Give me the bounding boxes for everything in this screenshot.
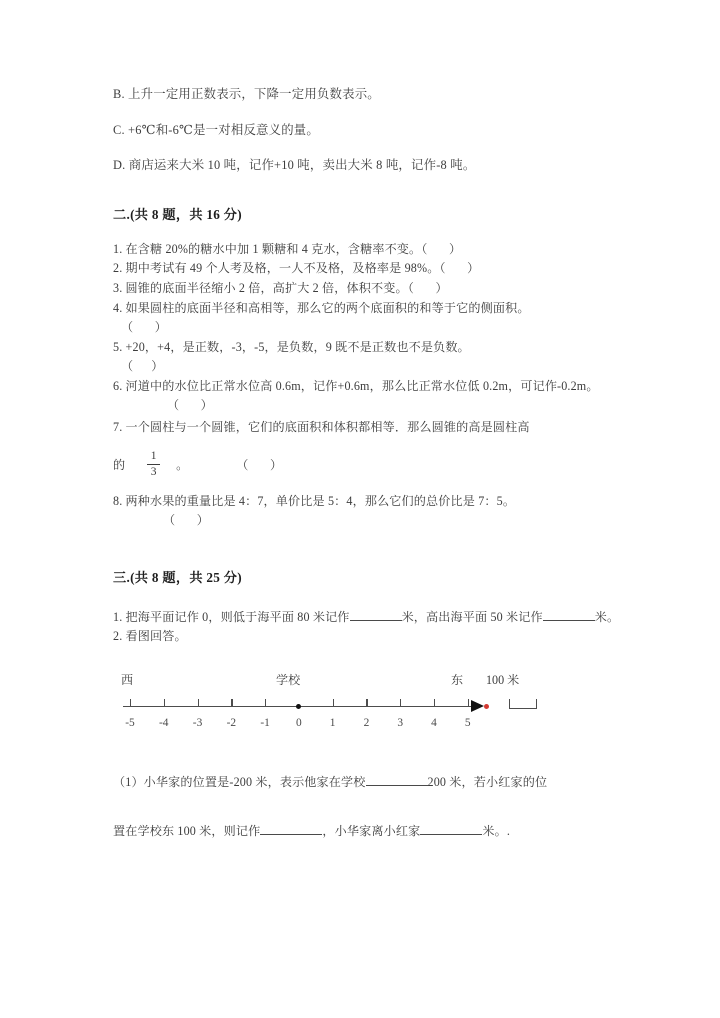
question-text: （1）小华家的位置是-200 米，表示他家在学校 xyxy=(113,774,366,789)
axis-tick-label: 4 xyxy=(431,716,437,729)
answer-paren[interactable]: （ ） xyxy=(439,261,480,276)
axis-tick-label: -4 xyxy=(159,716,169,729)
answer-paren[interactable]: （ ） xyxy=(121,359,164,374)
question-text: 置在学校东 100 米，则记作 xyxy=(113,824,261,839)
fill-in-blank[interactable] xyxy=(260,834,322,835)
question-text: 1. 把海平面记作 0，则低于海平面 80 米记作 xyxy=(113,609,350,624)
figure-label-east: 东 xyxy=(451,672,464,687)
choice-option-d: D. 商店运来大米 10 吨，记作+10 吨，卖出大米 8 吨，记作-8 吨。 xyxy=(113,158,476,173)
arrow-head-icon xyxy=(471,700,484,712)
question-text: 1. 在含糖 20%的糖水中加 1 颗糖和 4 克水，含糖率不变。 xyxy=(113,241,422,256)
fill-in-blank[interactable] xyxy=(543,620,595,621)
axis-tick xyxy=(198,699,199,707)
question-text: 米。 xyxy=(594,609,620,624)
answer-paren[interactable]: （ ） xyxy=(173,398,214,413)
number-line-figure xyxy=(113,663,573,755)
answer-paren[interactable]: （ ） xyxy=(236,458,283,473)
question-item-fraction-row xyxy=(113,448,621,482)
question-text: 米，高出海平面 50 米记作 xyxy=(401,609,543,624)
answer-paren[interactable]: （ ） xyxy=(407,280,449,295)
section-three-heading: 三.(共 8 题，共 25 分) xyxy=(113,569,242,585)
axis-tick xyxy=(333,699,334,707)
question-item xyxy=(113,377,621,416)
choice-option-b: B. 上升一定用正数表示，下降一定用负数表示。 xyxy=(113,87,380,101)
figure-label-school: 学校 xyxy=(276,672,301,687)
question-item xyxy=(113,338,621,377)
question-text: ，小华家离小红家 xyxy=(322,824,421,839)
question-item xyxy=(113,279,621,299)
question-text: 4. 如果圆柱的底面半径和高相等，那么它的两个底面积的和等于它的侧面积。 xyxy=(113,300,530,315)
question-text: 7. 一个圆柱与一个圆锥，它们的底面积和体积都相等．那么圆锥的高是圆柱高 xyxy=(113,420,530,435)
red-endpoint-dot xyxy=(484,704,489,709)
question-item xyxy=(113,608,621,628)
question-text: 6. 河道中的水位比正常水位高 0.6m，记作+0.6m，那么比正常水位低 0.2m，可记作-0.2m。 xyxy=(113,378,599,393)
axis-tick-label: 0 xyxy=(296,716,302,729)
figure-label-west: 西 xyxy=(121,672,134,687)
fraction-denominator: 3 xyxy=(150,466,157,479)
axis-tick-label: 1 xyxy=(329,716,336,729)
axis-tick xyxy=(164,699,165,707)
question-text: 200 米，若小红家的位 xyxy=(427,774,548,789)
axis-tick xyxy=(434,699,435,707)
page-content xyxy=(113,85,621,842)
number-line-axis xyxy=(123,706,473,707)
origin-point-dot xyxy=(296,704,301,709)
question-text: 2. 期中考试有 49 个人考及格，一人不及格，及格率是 98%。 xyxy=(113,261,440,276)
scale-bracket xyxy=(509,699,537,709)
axis-tick-label: -5 xyxy=(125,716,135,729)
question-item xyxy=(113,240,621,260)
answer-paren[interactable]: （ ） xyxy=(121,320,168,335)
question-item xyxy=(113,492,621,531)
question-item xyxy=(113,299,621,338)
fraction-one-third xyxy=(147,451,160,479)
figure-label-scale: 100 米 xyxy=(486,672,520,687)
question-item: 2. 看图回答。 xyxy=(113,629,187,644)
fill-in-blank[interactable] xyxy=(366,785,428,786)
section-two-heading: 二.(共 8 题，共 16 分) xyxy=(113,206,242,222)
question-text: 米。. xyxy=(482,824,511,839)
question-item xyxy=(113,418,621,438)
axis-tick xyxy=(366,699,367,707)
axis-tick xyxy=(265,699,266,707)
fraction-bar xyxy=(147,464,160,465)
fill-in-blank[interactable] xyxy=(420,834,482,835)
section-two-question-list xyxy=(113,240,621,531)
subquestion-line-1 xyxy=(113,773,621,792)
axis-tick xyxy=(130,699,131,707)
fraction-suffix-label: 。 xyxy=(176,458,189,473)
question-item xyxy=(113,259,621,279)
axis-tick xyxy=(231,699,232,707)
subquestion-line-2 xyxy=(113,822,621,841)
choice-option-c: C. +6℃和-6℃是一对相反意义的量。 xyxy=(113,122,319,137)
question-text: 3. 圆锥的底面半径缩小 2 倍，高扩大 2 倍，体积不变。 xyxy=(113,280,408,295)
axis-tick xyxy=(400,699,401,707)
axis-tick-label: -2 xyxy=(226,716,237,729)
axis-tick-label: -1 xyxy=(260,716,270,729)
answer-paren[interactable]: （ ） xyxy=(421,241,462,256)
axis-tick-label: -3 xyxy=(192,716,203,729)
answer-paren[interactable]: （ ） xyxy=(163,513,210,528)
axis-tick-label: 5 xyxy=(464,716,471,729)
question-text: 5. +20，+4，是正数，-3，-5，是负数，9 既不是正数也不是负数。 xyxy=(113,339,470,354)
axis-tick-label: 3 xyxy=(397,716,404,729)
axis-tick xyxy=(468,699,469,707)
question-text: 8. 两种水果的重量比是 4：7，单价比是 5：4，那么它们的总价比是 7：5。 xyxy=(113,493,516,508)
axis-tick-label: 2 xyxy=(363,716,370,729)
fraction-prefix-label: 的 xyxy=(113,458,126,473)
fraction-numerator: 1 xyxy=(150,449,157,462)
fill-in-blank[interactable] xyxy=(350,620,402,621)
